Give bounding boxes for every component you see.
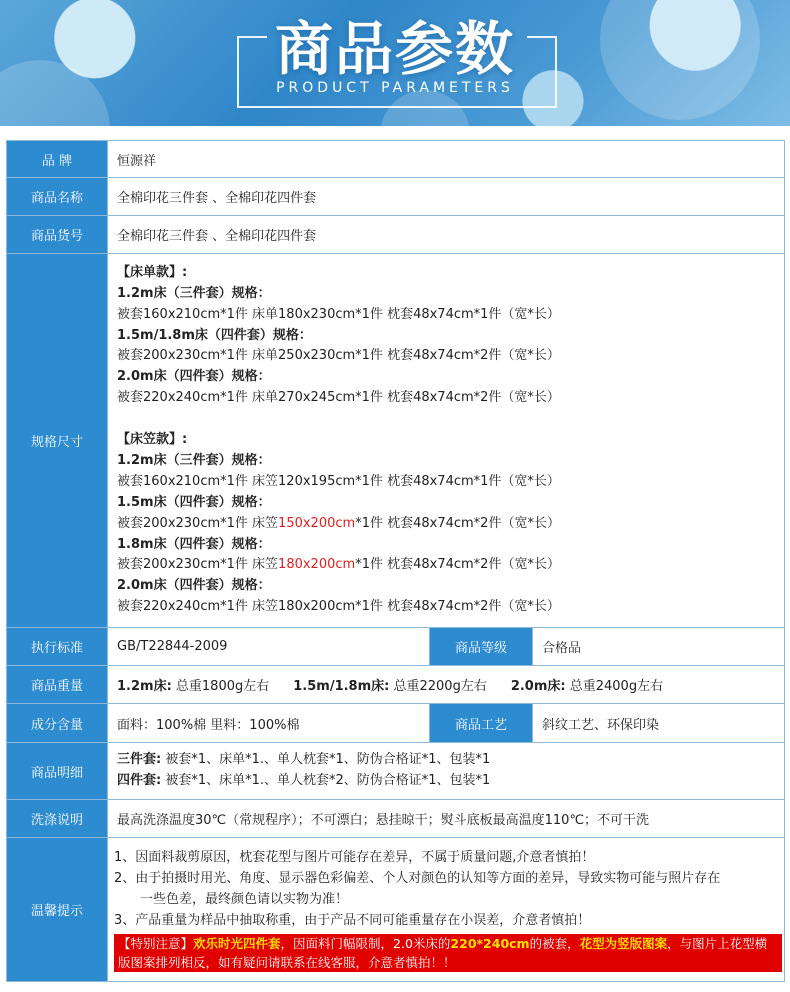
item-number-value: 全棉印花三件套 、全棉印花四件套 [108,216,785,254]
tip-2-continued: 一些色差，最终颜色请以实物为准！ [140,892,349,907]
content-value: 面料：100%棉 里料：100%棉 [108,704,430,743]
row-standard [7,628,785,666]
fitted-18-part-a: 被套200x230cm*1件 床笠 [117,557,279,573]
tip-1: 1、因面料裁剪原因，枕套花型与图片可能存在差异，不属于质量问题,介意者慎拍！ [114,850,595,865]
fitted-18-title: 1.8m床（四件套）规格： [117,536,271,552]
standard-value: GB/T22844-2009 [108,628,430,666]
row-specification [7,254,785,628]
tips-label: 温馨提示 [7,838,108,982]
fitted-15-value [117,514,783,535]
notice-product: 欢乐时光四件套 [193,936,281,951]
four-piece-contents: 被套*1、床单*1.、单人枕套*2、防伪合格证*1、包装*1 [161,773,491,788]
header-banner [0,0,790,126]
row-details [7,743,785,800]
notice-text-2: 的被套， [529,936,580,951]
notice-size: 220*240cm [450,936,530,951]
weight-15-size: 1.5m/1.8m床: [293,679,390,694]
flat-12-value: 被套160x210cm*1件 床单180x230cm*1件 枕套48x74cm*1件（宽*长） [117,306,560,322]
wash-label: 洗涤说明 [7,800,108,838]
flat-20-title: 2.0m床（四件套）规格： [117,369,271,385]
product-name-value: 全棉印花三件套 、全棉印花四件套 [108,178,785,216]
details-three-piece [117,750,783,771]
weight-value [108,666,785,704]
item-number-label: 商品货号 [7,216,108,254]
row-content [7,704,785,743]
fitted-12-value: 被套160x210cm*1件 床笠120x195cm*1件 枕套48x74cm*1件（宽*长） [117,473,560,489]
craft-label: 商品工艺 [430,704,533,743]
banner-title: 商品参数 [274,15,515,83]
fitted-20-value: 被套220x240cm*1件 床笠180x200cm*1件 枕套48x74cm*2件（宽*长） [117,599,560,615]
fitted-sheet-title: 【床笠款】: [117,432,188,448]
row-brand [7,141,785,178]
fitted-18-value [117,555,783,576]
special-notice [114,934,782,972]
weight-12-size: 1.2m床: [117,679,172,694]
brand-value: 恒源祥 [108,141,785,178]
tip-3: 3、产品重量为样品中抽取称重，由于产品不同可能重量存在小误差，介意者慎拍！ [114,913,591,928]
notice-text-3: ，与图片上花型横版图案排列相反，如有疑问请联系在线客服，介意者慎拍！！ [118,936,768,970]
fitted-20-title: 2.0m床（四件套）规格： [117,578,271,594]
flat-sheet-title: 【床单款】: [117,264,188,280]
row-product-name [7,178,785,216]
spacer [117,409,783,430]
details-label: 商品明细 [7,743,108,800]
specification-value [108,254,785,628]
banner-subtitle: PRODUCT PARAMETERS [276,80,514,96]
fitted-15-size-highlight: 150x200cm [278,515,356,531]
content-label: 成分含量 [7,704,108,743]
flat-15-value: 被套200x230cm*1件 床单250x230cm*1件 枕套48x74cm*2件（宽*长） [117,348,560,364]
details-value [108,743,785,800]
weight-12-value: 总重1800g左右 [171,679,270,694]
weight-15-value: 总重2200g左右 [389,679,487,694]
notice-text-1: ，因面料门幅限制，2.0米床的 [280,936,451,951]
three-piece-title: 三件套: [117,752,162,768]
tips-value [108,838,785,982]
weight-20-value: 总重2400g左右 [565,679,664,694]
row-tips [7,838,785,982]
product-name-label: 商品名称 [7,178,108,216]
standard-label: 执行标准 [7,628,108,666]
fitted-12-title: 1.2m床（三件套）规格： [117,452,271,468]
flat-12-title: 1.2m床（三件套）规格： [117,285,271,301]
craft-value: 斜纹工艺、环保印染 [533,704,785,743]
fitted-18-part-b: *1件 枕套48x74cm*2件（宽*长） [355,557,560,573]
weight-20-size: 2.0m床: [510,679,566,694]
flat-20-value: 被套220x240cm*1件 床单270x245cm*1件 枕套48x74cm*2件（宽*长） [117,390,560,406]
fitted-15-part-b: *1件 枕套48x74cm*2件（宽*长） [355,515,560,531]
wash-value: 最高洗涤温度30℃（常规程序）；不可漂白；悬挂晾干；熨斗底板最高温度110℃；不可干洗 [108,800,785,838]
brand-label: 品 牌 [7,141,108,178]
details-four-piece [117,771,783,792]
fitted-15-part-a: 被套200x230cm*1件 床笠 [117,515,279,531]
notice-pattern: 花型为竖版图案 [579,936,668,951]
grade-value: 合格品 [533,628,785,666]
fitted-15-title: 1.5m床（四件套）规格： [117,494,271,510]
flat-15-title: 1.5m/1.8m床（四件套）规格： [117,327,312,343]
specification-label: 规格尺寸 [7,254,108,628]
tip-2: 2、由于拍摄时用光、角度、显示器色彩偏差、个人对颜色的认知等方面的差异，导致实物可能与照片存在 [114,871,721,886]
row-wash [7,800,785,838]
three-piece-contents: 被套*1、床单*1.、单人枕套*1、防伪合格证*1、包装*1 [161,752,491,768]
row-item-number [7,216,785,254]
notice-tag: 【特别注意】 [118,936,194,951]
weight-label: 商品重量 [7,666,108,704]
fitted-18-size-highlight: 180x200cm [278,557,356,573]
parameter-table [6,140,785,982]
four-piece-title: 四件套: [117,773,162,788]
row-weight [7,666,785,704]
grade-label: 商品等级 [430,628,533,666]
